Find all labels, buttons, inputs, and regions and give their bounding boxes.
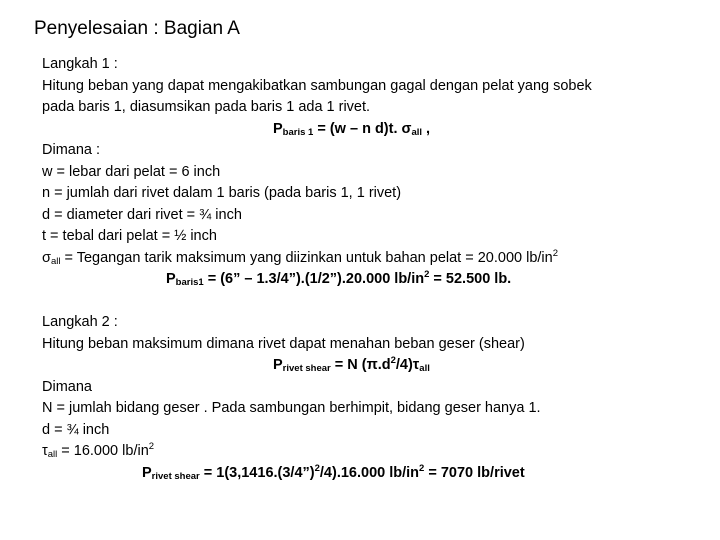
step2-formula: $P_{rivet shear} = N$ $(\pi.d^2/4)\tau_{all}$ xyxy=(273,355,430,374)
step2-heading: Langkah 2 : xyxy=(42,314,118,330)
definition-sigma-all: $\sigma_{all}$ = Tegangan tarik maksimum yang diizinkan untuk bahan pelat = 20.000 $lb/in^2$ xyxy=(42,247,559,267)
step1-result: $P_{baris1} = (6$” – 1.3/4”).(1/2”).20.000 $lb/in^2 = 52.500$ lb. xyxy=(166,269,512,288)
step1-where-label: Dimana : xyxy=(42,142,101,158)
step1-description-line1: Hitung beban yang dapat mengakibatkan sambungan gagal dengan pelat yang sobek xyxy=(42,77,592,94)
solution-body xyxy=(42,54,702,484)
spacer xyxy=(42,291,702,313)
step1-heading: Langkah 1 : xyxy=(42,56,118,72)
definition-d2: d = ¾ inch xyxy=(42,421,110,438)
definition-t: t = tebal dari pelat = ½ inch xyxy=(42,228,217,244)
definition-w: w = lebar dari pelat = 6 inch xyxy=(42,163,221,180)
definition-tau-all: $\tau_{all} = 16.000$ $lb/in^2$ xyxy=(42,441,155,460)
definition-N: N = jumlah bidang geser . Pada sambungan berhimpit, bidang geser hanya 1. xyxy=(42,400,541,416)
step2-where-label: Dimana xyxy=(42,378,92,395)
step1-description-line2: pada baris 1, diasumsikan pada baris 1 ada 1 rivet. xyxy=(42,99,371,115)
definition-d: d = diameter dari rivet = ¾ inch xyxy=(42,206,242,223)
definition-n: n = jumlah dari rivet dalam 1 baris (pada baris 1, 1 rivet) xyxy=(42,185,402,201)
step2-description: Hitung beban maksimum dimana rivet dapat menahan beban geser (shear) xyxy=(42,335,525,352)
page-title: Penyelesaian : Bagian A xyxy=(34,18,240,39)
step2-result: $P_{rivet shear}$ = 1(3,1416.(3/4”)$^2$/4).16.000 $lb/in^2 = 7070$ lb/rivet xyxy=(142,462,525,482)
step1-formula: $P_{baris 1} = (w - n$ d)t. $\sigma_{all}$ , xyxy=(273,120,431,138)
